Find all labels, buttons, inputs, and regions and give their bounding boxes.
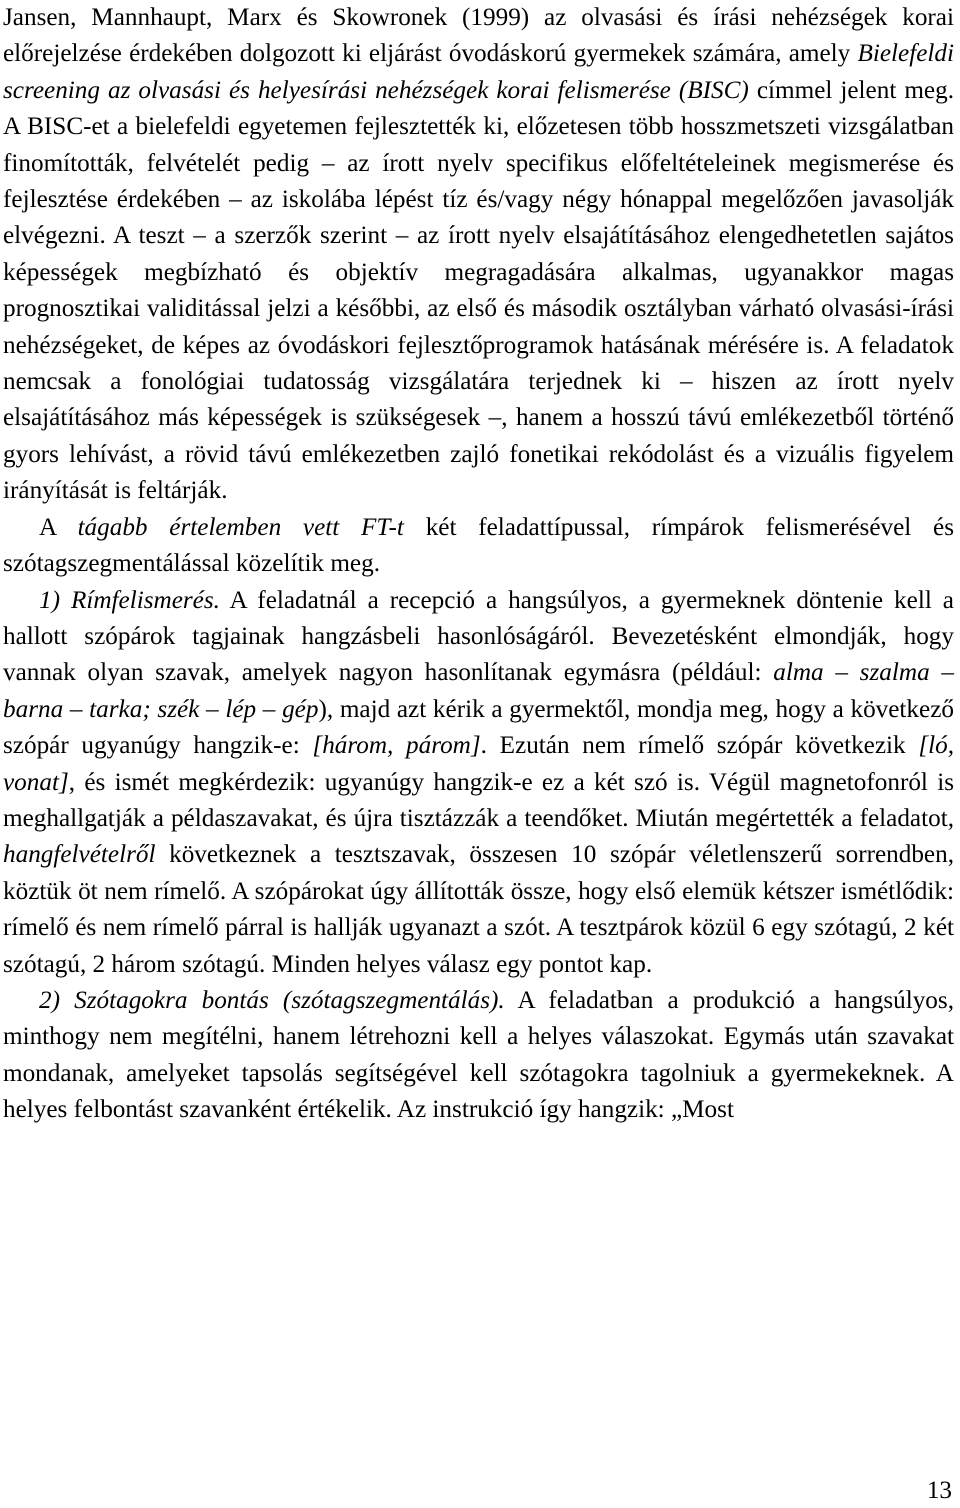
paragraph-ft-definition xyxy=(3,510,954,583)
section-heading-italic: 2) Szótagokra bontás (szótagszegmentálás). xyxy=(39,986,505,1014)
paragraph-text: két feladattípussal, rímpárok felismerésével és szótagszegmentálással közelítik meg. xyxy=(3,513,954,578)
paragraph-text: , és ismét megkérdezik: ugyanúgy hangzik-e ez a két szó is. Végül magnetofonról is meghallgatják a példaszavakat, és újra tisztázzák a teendőket. Miután megértették a feladatot, xyxy=(3,768,954,832)
paragraph-text: A xyxy=(39,513,78,541)
paragraph-text: A feladatban a produkció a hangsúlyos, minthogy nem megítélni, hanem létrehozni kell a helyes válaszokat. Egymás után szavakat mondanak, amelyeket tapsolás segítségével kell szótagokra tagolniuk a gyermekeknek. A helyes felbontást szavanként értékelik. Az instrukció így hangzik: „Most xyxy=(3,986,955,1124)
example-words-italic: alma – szalma – barna – tarka; szék – lép – gép xyxy=(3,659,954,723)
paragraph-text: Jansen, Mannhaupt, Marx és Skowronek (1999) az olvasási és írási nehézségek korai előrejelzése érdekében dolgozott ki eljárást óvodáskorú gyermekek számára, amely xyxy=(3,4,954,68)
paragraph-syllable-segmentation xyxy=(3,983,954,1129)
example-pair-italic: [ló, vonat] xyxy=(3,732,955,796)
paragraph-text: címmel jelent meg. A BISC-et a bielefeldi egyetemen fejlesztették ki, előzetesen több hosszmetszeti vizsgálatban finomították, felvételét pedig – az írott nyelv specifikus előfeltételeinek megismerése és fejlesztése érdekében – az iskolába lépést tíz és/vagy négy hónappal megelőzően javasolják elvégezni. A teszt – a szerzők szerint – az írott nyelv elsajátításához elengedhetetlen sajátos képességek megbízható és objektív megragadására alkalmas, ugyanakkor magas prognosztikai validitással jelzi a későbbi, az első és második osztályban várható olvasási-írási nehézségeket, de képes az óvodáskori fejlesztőprogramok hatásának mérésére is. A feladatok nemcsak a fonológiai tudatosság vizsgálatára terjednek ki – hiszen az írott nyelv elsajátításához más képességek is szükségesek –, hanem a hosszú távú emlékezetből történő gyors lehívást, a rövid távú emlékezetben zajló fonetikai rekódolást és a vizuális figyelem irányítását is feltárják. xyxy=(3,76,954,505)
paragraph-text: ), majd azt kérik a gyermektől, mondja meg, hogy a következő szópár ugyanúgy hangzik-e: xyxy=(3,695,954,760)
document-body xyxy=(3,0,954,1129)
term-italic: hangfelvételről xyxy=(3,841,156,869)
example-pair-italic: [három, párom] xyxy=(312,732,481,760)
paragraph-text: következnek a tesztszavak, összesen 10 szópár véletlenszerű sorrendben, köztük öt nem rímelő. A szópárokat úgy állították össze, hogy első elemük kétszer ismétlődik: rímelő és nem rímelő párral is hallják ugyanazt a szót. A tesztpárok közül 6 egy szótagú, 2 két szótagú, 2 három szótagú. Minden helyes válasz egy pontot kap. xyxy=(3,841,954,978)
term-italic: tágabb értelemben vett FT-t xyxy=(77,513,404,541)
paragraph-text: . Ezután nem rímelő szópár következik xyxy=(480,732,919,760)
test-title-italic: Bielefeldi screening az olvasási és helyesírási nehézségek korai felismerése (BISC) xyxy=(3,40,954,104)
page-number: 13 xyxy=(926,1477,952,1504)
paragraph-rhyme-recognition xyxy=(3,583,954,983)
section-heading-italic: 1) Rímfelismerés. xyxy=(39,586,220,614)
paragraph-bisc-intro xyxy=(3,0,954,510)
paragraph-text: A feladatnál a recepció a hangsúlyos, a gyermeknek döntenie kell a hallott szópárok tagjainak hangzásbeli hasonlóságáról. Bevezetésként elmondják, hogy vannak olyan szavak, amelyek nagyon hasonlítanak egymásra (például: xyxy=(3,586,954,687)
